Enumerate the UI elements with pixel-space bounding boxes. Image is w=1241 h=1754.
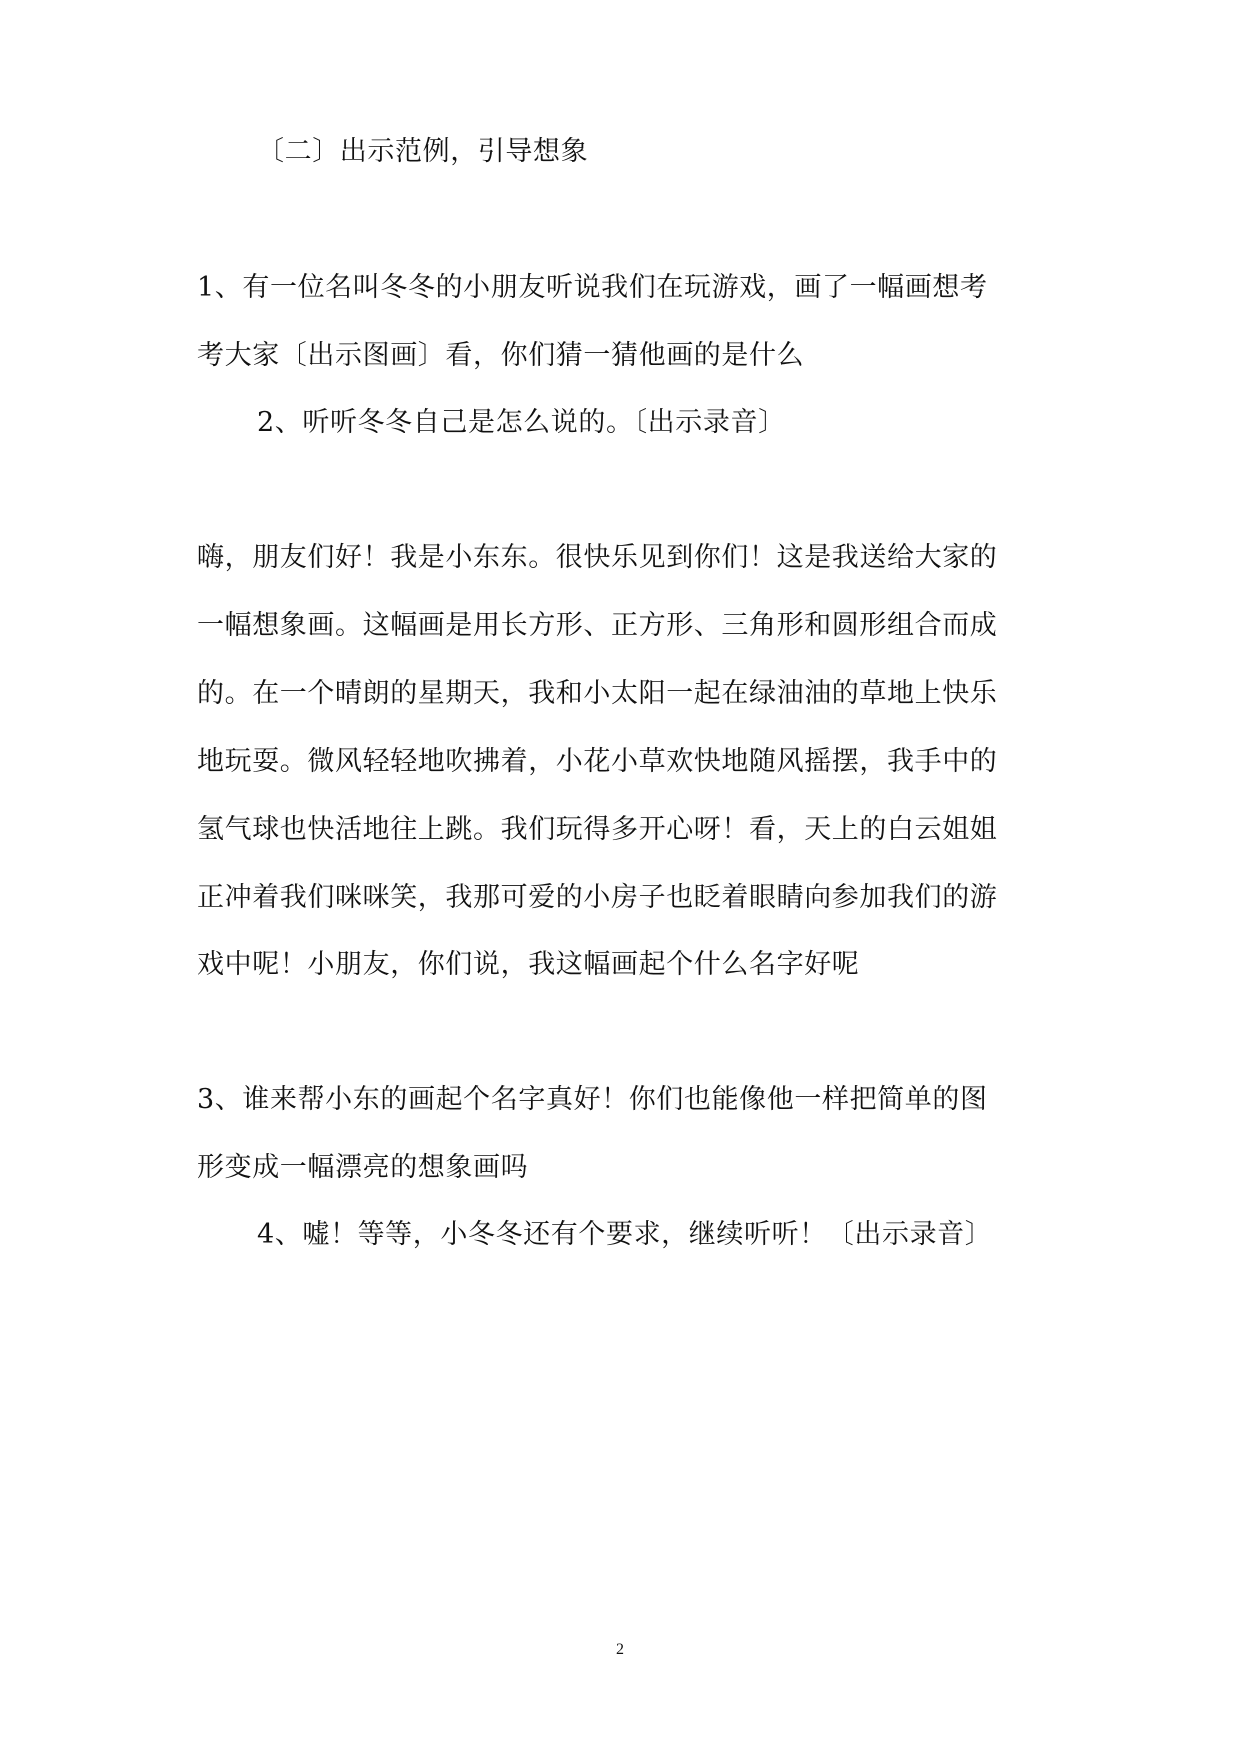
item3-line2: 形变成一幅漂亮的想象画吗: [197, 1152, 529, 1183]
item1-line1: 1、有一位名叫冬冬的小朋友听说我们在玩游戏，画了一幅画想考: [197, 272, 988, 303]
story-line-3: 的。在一个晴朗的星期天，我和小太阳一起在绿油油的草地上快乐: [197, 678, 998, 709]
story-line-2: 一幅想象画。这幅画是用长方形、正方形、三角形和圆形组合而成: [197, 610, 998, 641]
story-line-1: 嗨，朋友们好！我是小东东。很快乐见到你们！这是我送给大家的: [197, 542, 998, 573]
item4: 4、嘘！等等，小冬冬还有个要求，继续听听！〔出示录音〕: [257, 1219, 993, 1250]
story-line-4: 地玩耍。微风轻轻地吹拂着，小花小草欢快地随风摇摆，我手中的: [197, 746, 998, 777]
page-number: 2: [616, 1641, 624, 1658]
item1-line2: 考大家〔出示图画〕看，你们猜一猜他画的是什么: [197, 340, 805, 371]
section-heading: 〔二〕出示范例，引导想象: [257, 136, 589, 167]
item3-line1: 3、谁来帮小东的画起个名字真好！你们也能像他一样把简单的图: [197, 1084, 988, 1115]
story-line-5: 氢气球也快活地往上跳。我们玩得多开心呀！看，天上的白云姐姐: [197, 814, 998, 845]
story-line-7: 戏中呢！小朋友，你们说，我这幅画起个什么名字好呢: [197, 949, 860, 980]
item2: 2、听听冬冬自己是怎么说的。〔出示录音〕: [257, 407, 786, 438]
story-line-6: 正冲着我们咪咪笑，我那可爱的小房子也眨着眼睛向参加我们的游: [197, 882, 998, 913]
